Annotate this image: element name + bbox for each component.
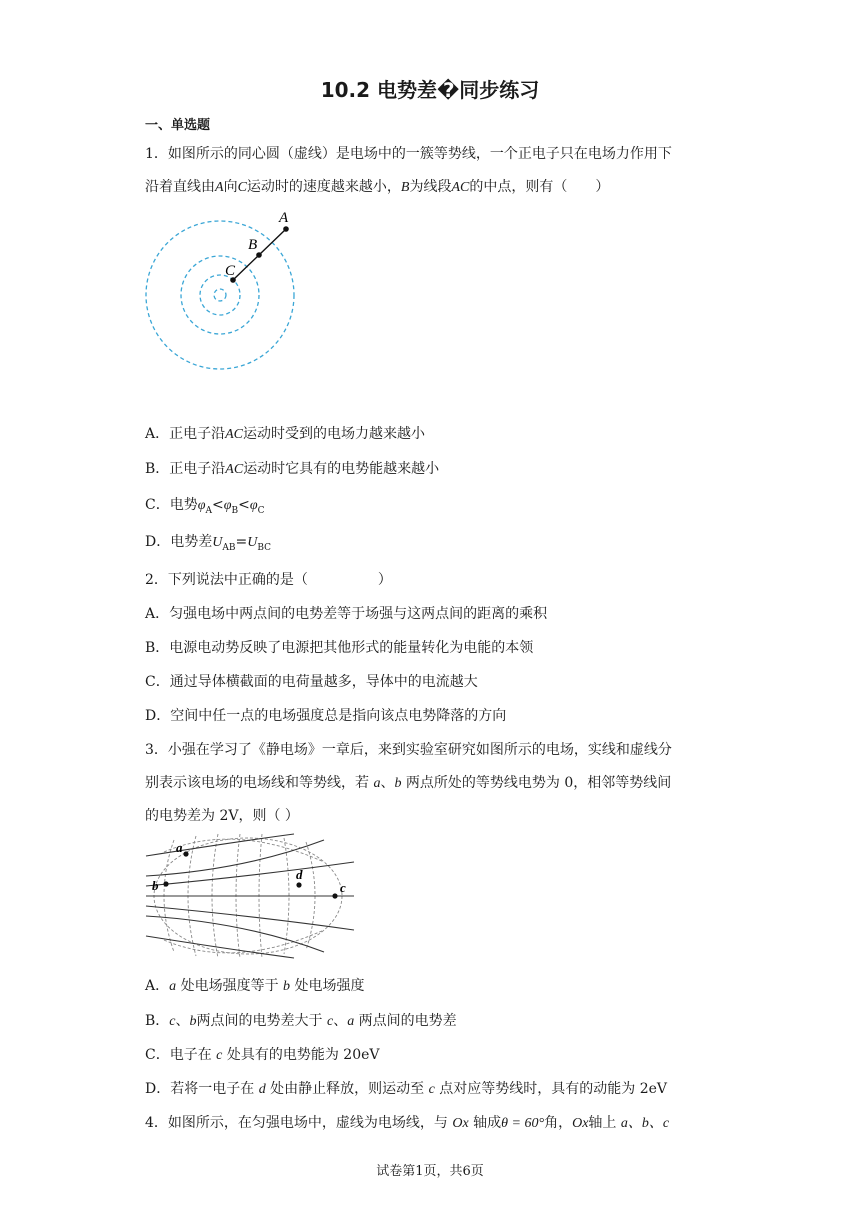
label-a: a [176,840,183,855]
field-lines-figure [144,832,356,960]
equipotential-circle-4 [214,289,226,301]
label-d: d [296,867,303,882]
concentric-equipotential-figure [140,205,310,390]
q2-stem: 2．下列说法中正确的是（ ） [145,572,392,588]
section-heading: 一、单选题 [145,118,211,133]
q3-option-a: A．a 处电场强度等于 b 处电场强度 [145,978,365,994]
point-a [283,226,289,232]
equipotential-circle-2 [181,256,259,334]
q4-stem-line1: 4．如图所示，在匀强电场中，虚线为电场线，与 Ox 轴成θ = 60°角，Ox轴上 a、b、c [145,1115,670,1131]
label-c: C [225,263,236,279]
label-b: b [152,878,159,893]
q3-option-c: C．电子在 c 处具有的电势能为 20eV [145,1047,380,1063]
label-a: A [279,210,289,226]
point-d [296,882,301,887]
point-b [256,252,262,258]
q1-option-c: C．电势$\varphi_A<\varphi_B<\varphi_C$ [145,497,265,516]
q3-stem-line3: 的电势差为 2V，则（ ） [145,808,299,824]
point-b [163,881,168,886]
point-c [332,893,337,898]
q2-option-a: A．匀强电场中两点间的电势差等于场强与这两点间的距离的乘积 [145,606,548,622]
q3-option-d: D．若将一电子在 d 处由静止释放，则运动至 c 点对应等势线时，具有的动能为 2eV [145,1081,668,1097]
q2-option-d: D．空间中任一点的电场强度总是指向该点电势降落的方向 [145,708,507,724]
q3-stem-line1: 3．小强在学习了《静电场》一章后，来到实验室研究如图所示的电场，实线和虚线分 [145,742,672,758]
page-footer: 试卷第1页，共6页 [376,1164,484,1179]
q1-option-a: A．正电子沿AC运动时受到的电场力越来越小 [145,426,426,442]
q1-stem-line1: 1．如图所示的同心圆（虚线）是电场中的一簇等势线，一个正电子只在电场力作用下 [145,146,672,162]
q1-stem-line2: 沿着直线由A向C运动时的速度越来越小，B为线段AC的中点，则有（ ） [145,179,610,195]
q1-option-d: D．电势差$U_{AB}=U_{BC}$ [145,534,272,553]
point-a [183,851,188,856]
q3-option-b: B．c、b两点间的电势差大于 c、a 两点间的电势差 [145,1013,457,1029]
q1-option-b: B．正电子沿AC运动时它具有的电势能越来越小 [145,461,440,477]
label-c: c [340,880,346,895]
q2-option-b: B．电源电动势反映了电源把其他形式的能量转化为电能的本领 [145,640,534,656]
q3-stem-line2: 别表示该电场的电场线和等势线，若 a、b 两点所处的等势线电势为 0，相邻等势线间 [145,775,672,791]
label-b: B [248,237,258,253]
q2-option-c: C．通过导体横截面的电荷量越多，导体中的电流越大 [145,674,478,690]
page-title: 10.2 电势差�同步练习 [320,78,540,102]
